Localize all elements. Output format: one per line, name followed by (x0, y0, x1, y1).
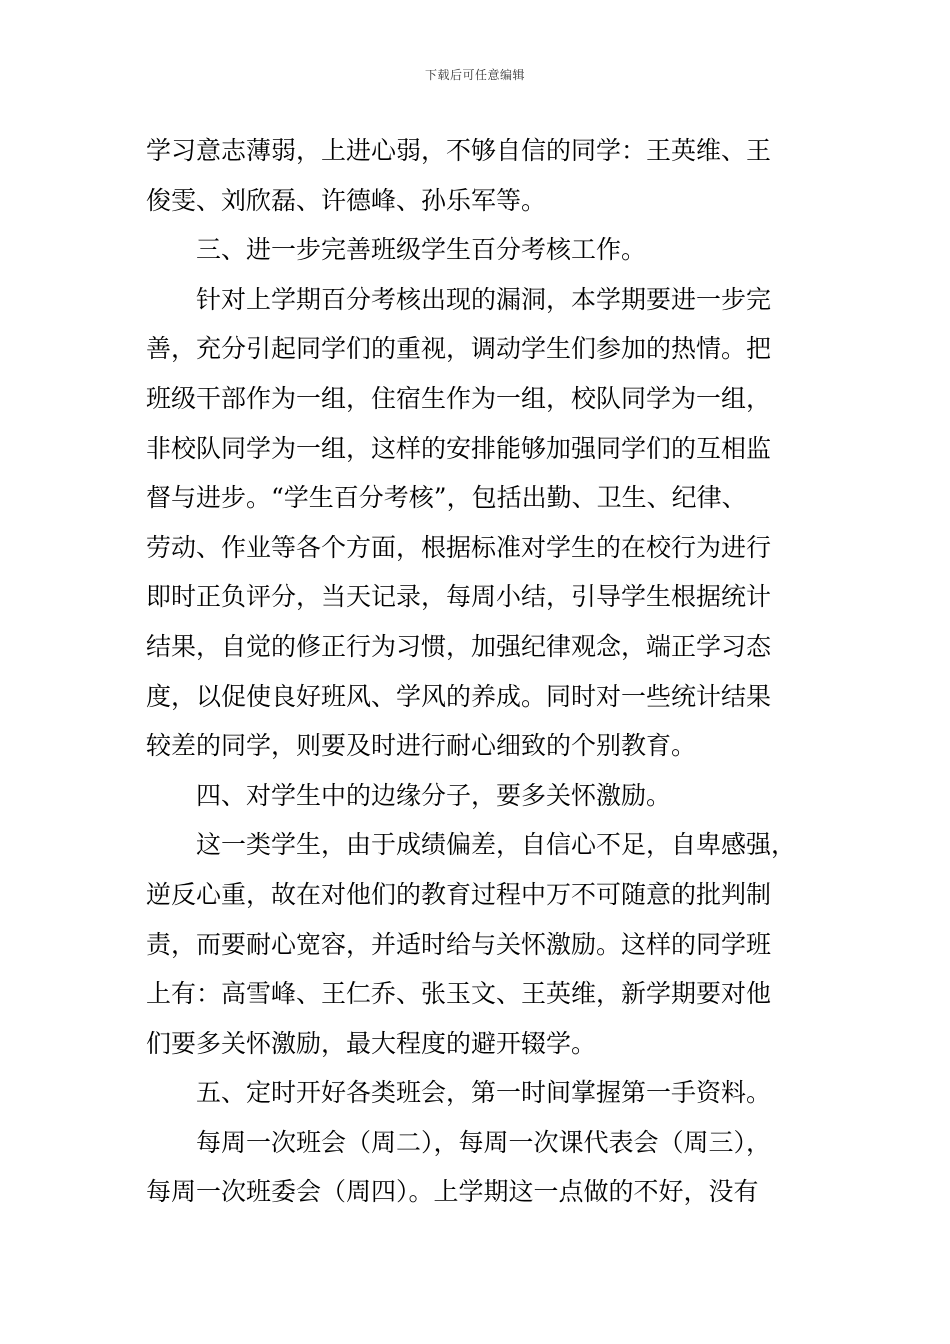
body-text (146, 126, 826, 1217)
text-line: 上有：高雪峰、王仁乔、张玉文、王英维，新学期要对他 (146, 979, 772, 1009)
text-line: 们要多关怀激励，最大程度的避开辍学。 (146, 1028, 597, 1058)
text-line: 这一类学生，由于成绩偏差，自信心不足，自卑感强， (196, 830, 797, 860)
text-line: 善，充分引起同学们的重视，调动学生们参加的热情。把 (146, 334, 772, 364)
text-line: 五、定时开好各类班会，第一时间掌握第一手资料。 (196, 1078, 772, 1108)
text-line: 结果，自觉的修正行为习惯，加强纪律观念，端正学习态 (146, 631, 772, 661)
text-line: 较差的同学，则要及时进行耐心细致的个别教育。 (146, 731, 697, 761)
text-line: 每周一次班会（周二），每周一次课代表会（周三）， (196, 1127, 772, 1157)
text-line: 即时正负评分，当天记录，每周小结，引导学生根据统计 (146, 582, 772, 612)
text-line: 度，以促使良好班风、学风的养成。同时对一些统计结果 (146, 681, 772, 711)
text-line: 针对上学期百分考核出现的漏洞，本学期要进一步完 (196, 284, 772, 314)
text-line: 责，而要耐心宽容，并适时给与关怀激励。这样的同学班 (146, 929, 772, 959)
text-line: 三、进一步完善班级学生百分考核工作。 (196, 235, 647, 265)
text-line: 每周一次班委会（周四）。上学期这一点做的不好，没有 (146, 1177, 759, 1207)
text-line: 逆反心重，故在对他们的教育过程中万不可随意的批判制 (146, 879, 772, 909)
text-line: 劳动、作业等各个方面，根据标准对学生的在校行为进行 (146, 532, 772, 562)
text-line: 学习意志薄弱，上进心弱，不够自信的同学：王英维、王 (146, 136, 772, 165)
text-line: 四、对学生中的边缘分子，要多关怀激励。 (196, 780, 672, 810)
page-header: 下载后可任意编辑 (424, 68, 525, 82)
text-line: 督与进步。“学生百分考核”，包括出勤、卫生、纪律、 (146, 483, 747, 513)
text-line: 俊雯、刘欣磊、许德峰、孙乐军等。 (146, 185, 547, 215)
text-line: 非校队同学为一组，这样的安排能够加强同学们的互相监 (146, 433, 772, 463)
text-line: 班级干部作为一组，住宿生作为一组，校队同学为一组， (146, 383, 772, 413)
